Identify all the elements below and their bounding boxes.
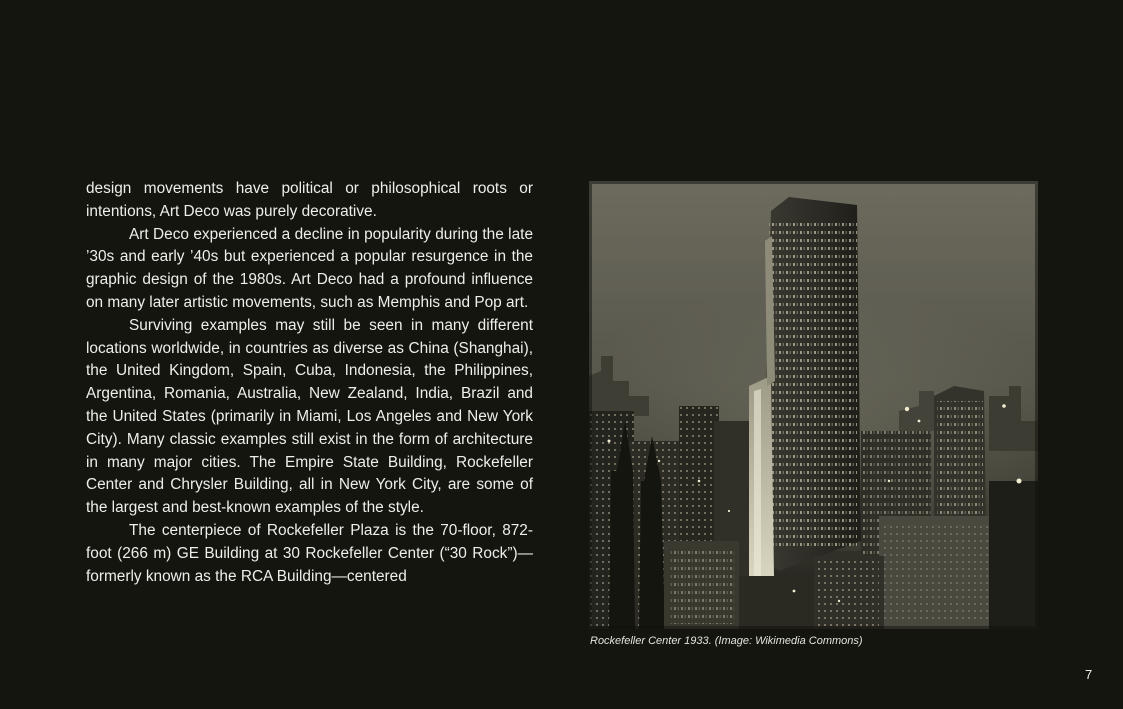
body-text-column xyxy=(86,178,533,588)
rockefeller-center-photo xyxy=(589,181,1038,629)
paragraph-2: Art Deco experienced a decline in popularity during the late ’30s and early ’40s but experienced a popular resurgence in the graphic design of the 1980s. Art Deco had a profound influence on many later artistic movements, such as Memphis and Pop art. xyxy=(86,225,533,311)
photo-caption: Rockefeller Center 1933. (Image: Wikimedia Commons) xyxy=(590,635,863,647)
paragraph-1: design movements have political or philosophical roots or intentions, Art Deco was purely decorative. xyxy=(86,180,533,220)
paragraph-3: Surviving examples may still be seen in many different locations worldwide, in countries as diverse as China (Shanghai), the United Kingdom, Spain, Cuba, Indonesia, the Philippines, Argentina, Romania, Australia, New Zealand, India, Brazil and the United States (primarily in Miami, Los Angeles and New York City). Many classic examples still exist in the form of architecture in many major cities. The Empire State Building, Rockefeller Center and Chrysler Building, all in New York City, are some of the largest and best-known examples of the style. xyxy=(86,316,533,517)
page-number: 7 xyxy=(1085,667,1093,682)
paragraph-4: The centerpiece of Rockefeller Plaza is the 70-floor, 872-foot (266 m) GE Building at 30 Rockefeller Center (“30 Rock”)—formerly known as the RCA Building—centered xyxy=(86,521,533,585)
